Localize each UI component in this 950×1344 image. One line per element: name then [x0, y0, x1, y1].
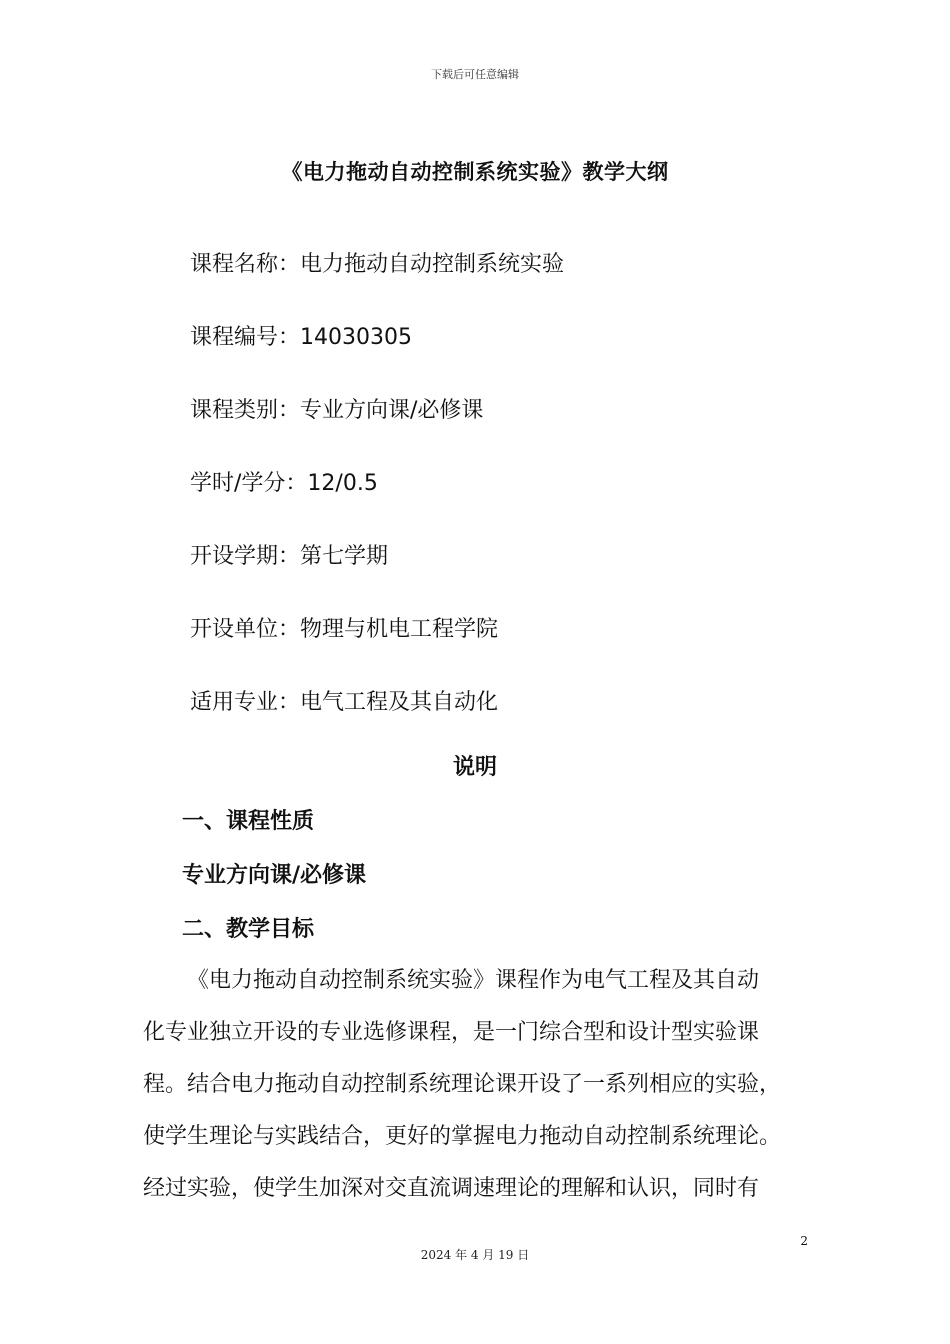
page-header: 下载后可任意编辑 [431, 68, 519, 81]
heading-teaching-goal: 二、教学目标 [182, 917, 315, 942]
paragraph-line: 程。结合电力拖动自动控制系统理论课开设了一系列相应的实验， [143, 1072, 782, 1097]
info-label: 课程编号： [190, 325, 301, 350]
info-row-course-category [190, 394, 564, 467]
info-value: 物理与机电工程学院 [300, 617, 499, 642]
page-number: 2 [800, 1234, 808, 1248]
course-nature-value: 专业方向课/必修课 [182, 863, 367, 888]
info-row-course-code [190, 321, 564, 394]
info-row-department [190, 613, 564, 686]
info-row-hours-credits [190, 467, 564, 540]
info-label: 开设学期： [190, 544, 301, 569]
info-label: 开设单位： [190, 617, 301, 642]
info-row-semester [190, 540, 564, 613]
course-info-list [190, 248, 564, 759]
info-value: 专业方向课/必修课 [300, 398, 484, 423]
info-value: 电气工程及其自动化 [300, 690, 499, 715]
heading-course-nature: 一、课程性质 [182, 809, 315, 834]
info-value: 12/0.5 [307, 471, 378, 496]
paragraph-line: 使学生理论与实践结合，更好的掌握电力拖动自动控制系统理论。 [143, 1124, 782, 1149]
info-value: 第七学期 [300, 544, 389, 569]
info-label: 课程名称： [190, 252, 301, 277]
paragraph-line: 《电力拖动自动控制系统实验》课程作为电气工程及其自动 [187, 968, 760, 993]
info-label: 学时/学分： [190, 471, 308, 496]
info-row-course-name [190, 248, 564, 321]
page-footer-date: 2024 年 4 月 19 日 [420, 1248, 530, 1262]
paragraph-line: 经过实验，使学生加深对交直流调速理论的理解和认识，同时有 [143, 1176, 760, 1201]
section-title: 说明 [452, 755, 497, 780]
info-value: 电力拖动自动控制系统实验 [300, 252, 565, 277]
goal-paragraph [143, 962, 823, 1222]
paragraph-line: 化专业独立开设的专业选修课程，是一门综合型和设计型实验课 [143, 1020, 760, 1045]
info-value: 14030305 [300, 325, 412, 350]
document-title: 《电力拖动自动控制系统实验》教学大纲 [281, 160, 669, 184]
info-row-major [190, 686, 564, 759]
info-label: 课程类别： [190, 398, 301, 423]
info-label: 适用专业： [190, 690, 301, 715]
